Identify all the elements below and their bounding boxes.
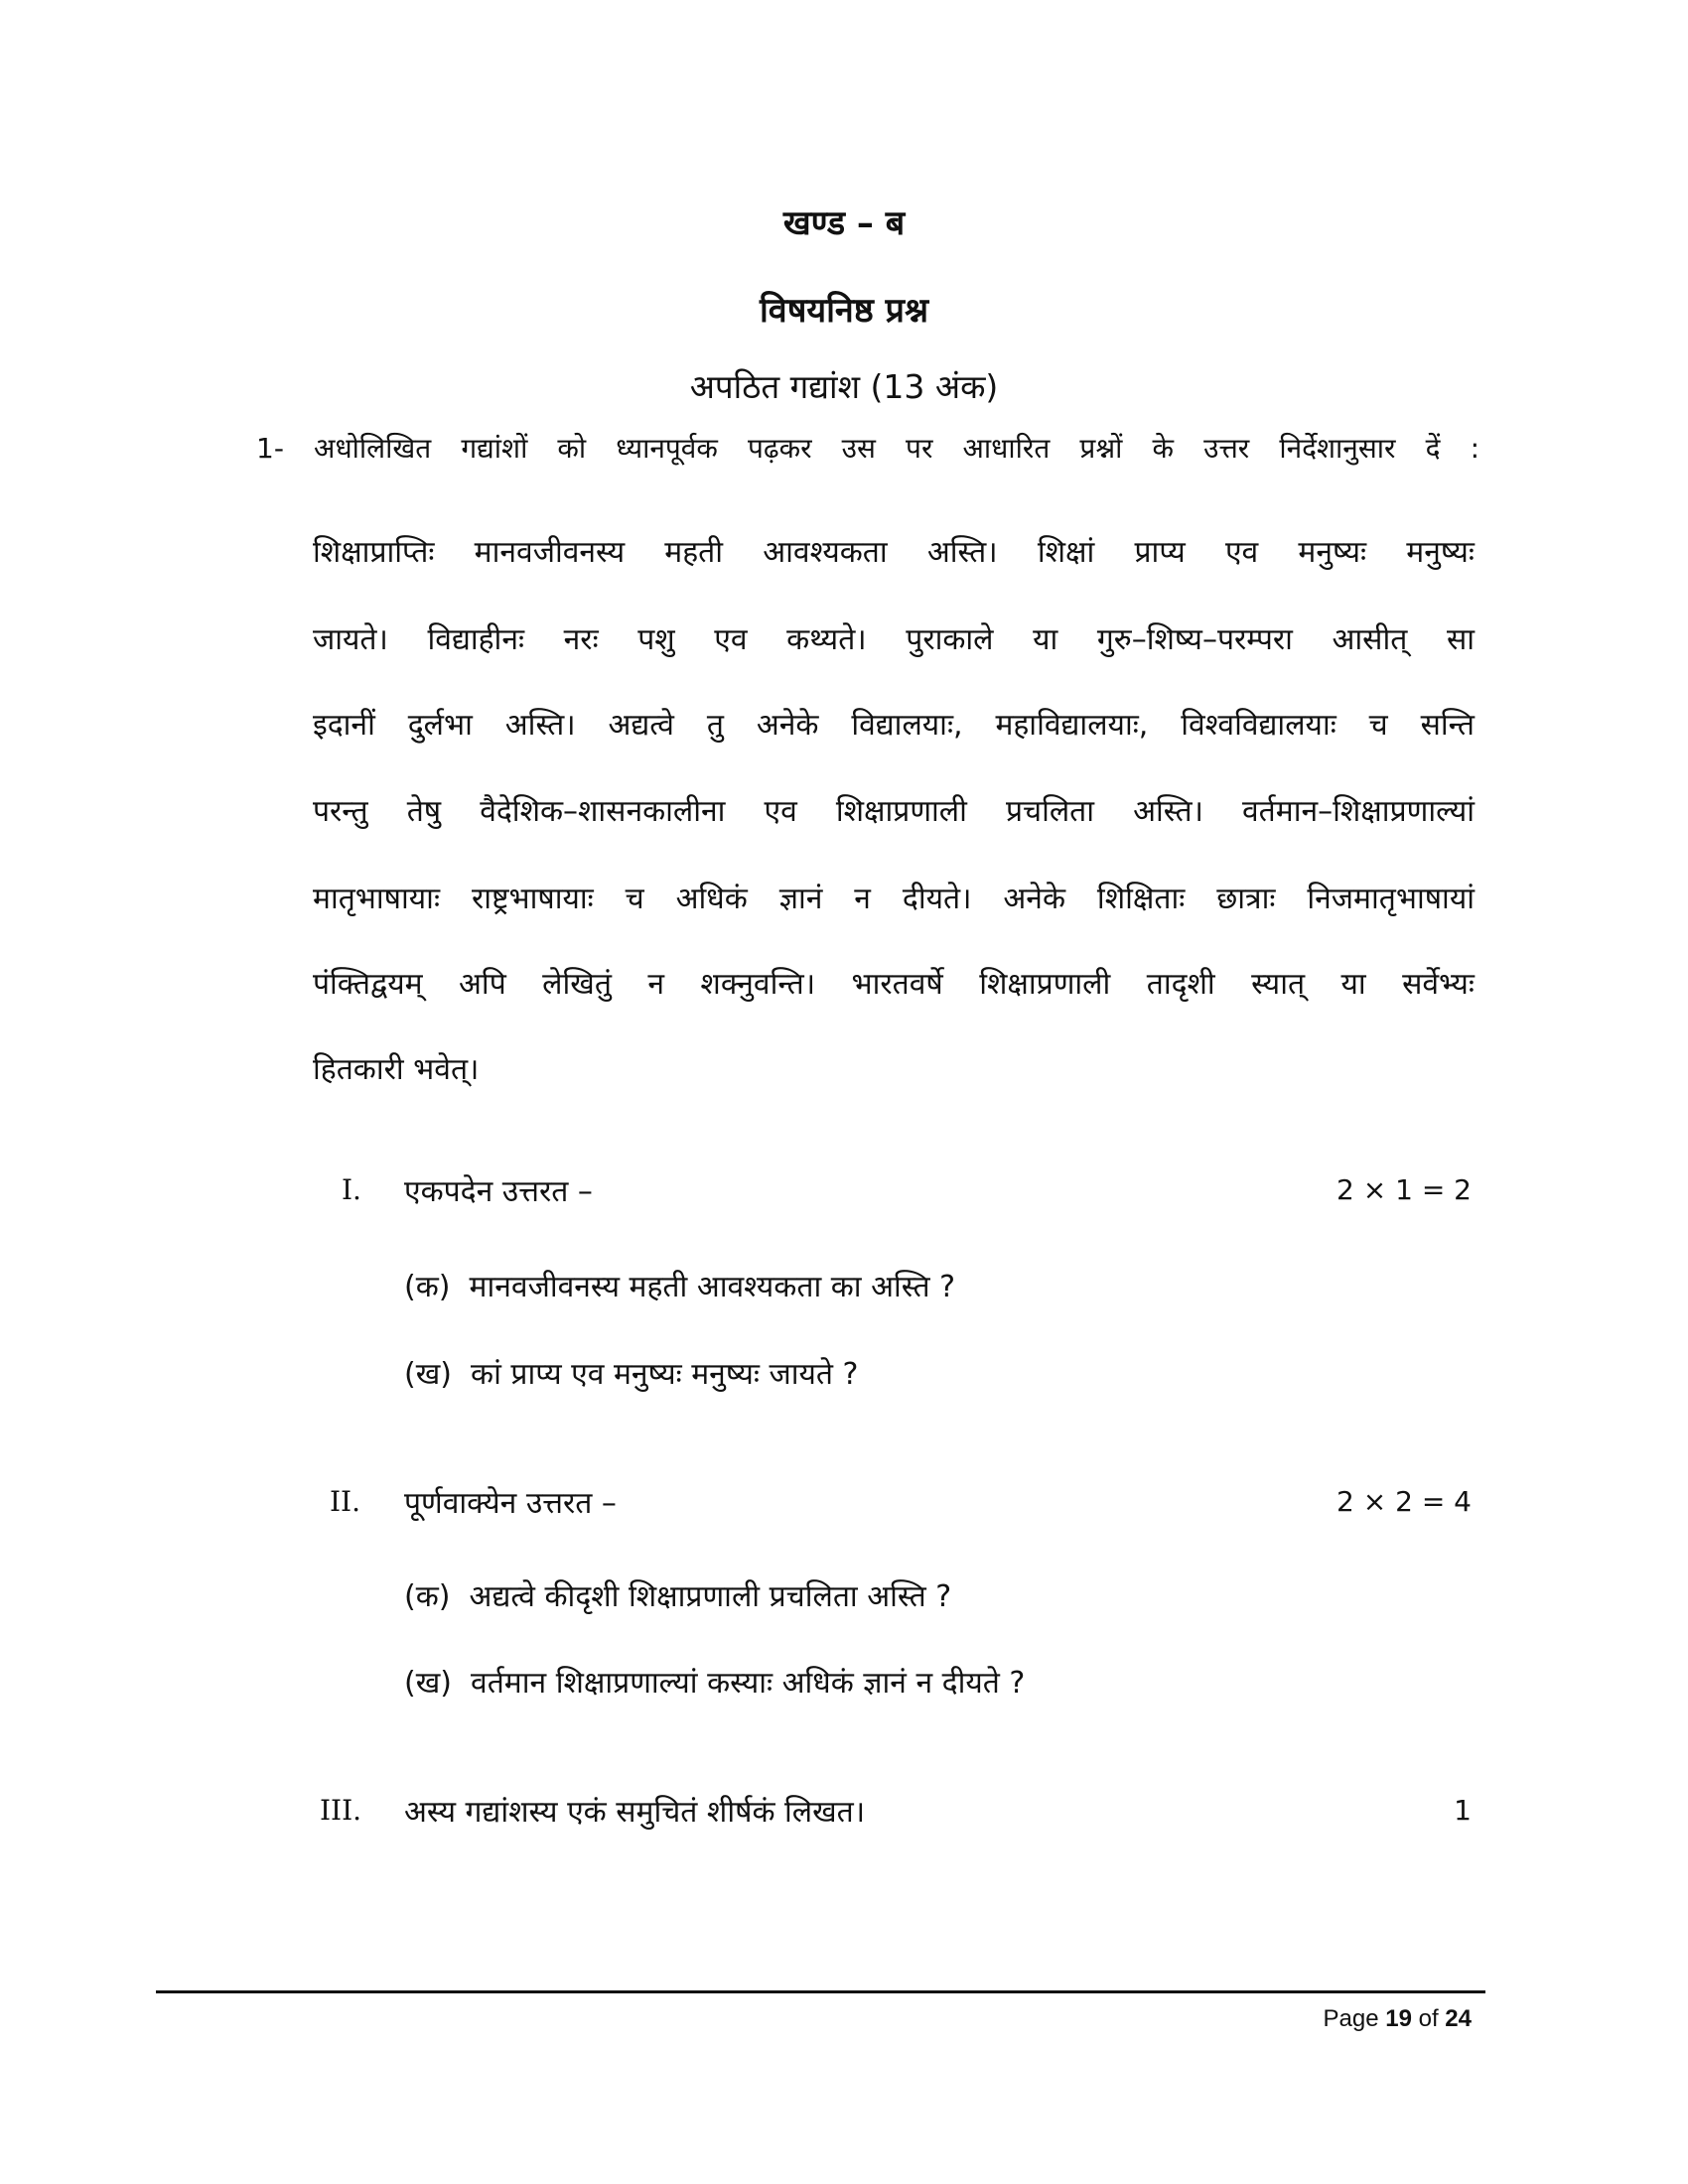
question-item [404, 1574, 951, 1615]
question-item [404, 1661, 1025, 1702]
passage-line: जायते। विद्याहीनः नरः पशु एव कथ्यते। पुराकाले या गुरु–शिष्य–परम्परा आसीत् सा [313, 622, 1475, 657]
passage-heading: अपठित गद्यांश (13 अंक) [689, 367, 999, 406]
passage-line: इदानीं दुर्लभा अस्ति। अद्यत्वे तु अनेके विद्यालयाः, महाविद्यालयाः, विश्वविद्यालयाः च सन्ति [313, 708, 1475, 743]
passage-line: शिक्षाप्राप्तिः मानवजीवनस्य महती आवश्यकता अस्ति। शिक्षां प्राप्य एव मनुष्यः मनुष्यः [313, 535, 1475, 570]
footer-divider [156, 1990, 1485, 1993]
item-text: मानवजीवनस्य महती आवश्यकता का अस्ति ? [469, 1270, 956, 1304]
passage-line: परन्तु तेषु वैदेशिक–शासनकालीना एव शिक्षाप्रणाली प्रचलिता अस्ति। वर्तमान–शिक्षाप्रणाल्यां [313, 794, 1475, 829]
of-word: of [1418, 2005, 1439, 2032]
item-label: (ख) [404, 1666, 452, 1701]
item-label: (क) [404, 1579, 451, 1614]
passage-line: मातृभाषायाः राष्ट्रभाषायाः च अधिकं ज्ञानं न दीयते। अनेके शिक्षिताः छात्राः निजमातृभाषायां [313, 882, 1475, 916]
part-title: एकपदेन उत्तरत – [404, 1174, 593, 1209]
item-text: कां प्राप्य एव मनुष्यः मनुष्यः जायते ? [471, 1357, 859, 1392]
item-label: (ख) [404, 1357, 452, 1392]
part-marks: 1 [1454, 1794, 1472, 1827]
part-marks: 2 × 2 = 4 [1336, 1485, 1472, 1518]
current-page: 19 [1385, 2005, 1412, 2032]
passage-line: पंक्तिद्वयम् अपि लेखितुं न शक्नुवन्ति। भारतवर्षे शिक्षाप्रणाली तादृशी स्यात् या सर्वेभ्यः [313, 967, 1475, 1002]
part-numeral: I. [342, 1173, 361, 1206]
item-text: अद्यत्वे कीदृशी शिक्षाप्रणाली प्रचलिता अस्ति ? [469, 1579, 952, 1614]
total-pages: 24 [1445, 2005, 1472, 2032]
item-label: (क) [404, 1270, 451, 1304]
question-item [404, 1265, 955, 1305]
part-numeral: III. [320, 1794, 362, 1827]
question-text: अधोलिखित गद्यांशों को ध्यानपूर्वक पढ़कर उस पर आधारित प्रश्नों के उत्तर निर्देशानुसार दें : [314, 432, 1479, 465]
item-text: वर्तमान शिक्षाप्रणाल्यां कस्याः अधिकं ज्ञानं न दीयते ? [471, 1666, 1026, 1701]
page-word: Page [1323, 2005, 1379, 2032]
question-instruction [256, 429, 1479, 467]
section-subtitle: विषयनिष्ठ प्रश्न [759, 291, 928, 331]
part-title: पूर्णवाक्येन उत्तरत – [404, 1486, 617, 1521]
part-marks: 2 × 1 = 2 [1336, 1173, 1472, 1206]
question-item [404, 1352, 858, 1393]
passage-line: हितकारी भवेत्। [313, 1052, 480, 1087]
part-numeral: II. [330, 1485, 361, 1518]
section-title: खण्ड – ब [782, 204, 906, 243]
page-number [1324, 2005, 1473, 2033]
question-number: 1- [256, 432, 284, 465]
part-title: अस्य गद्यांशस्य एकं समुचितं शीर्षकं लिखत। [404, 1795, 866, 1830]
